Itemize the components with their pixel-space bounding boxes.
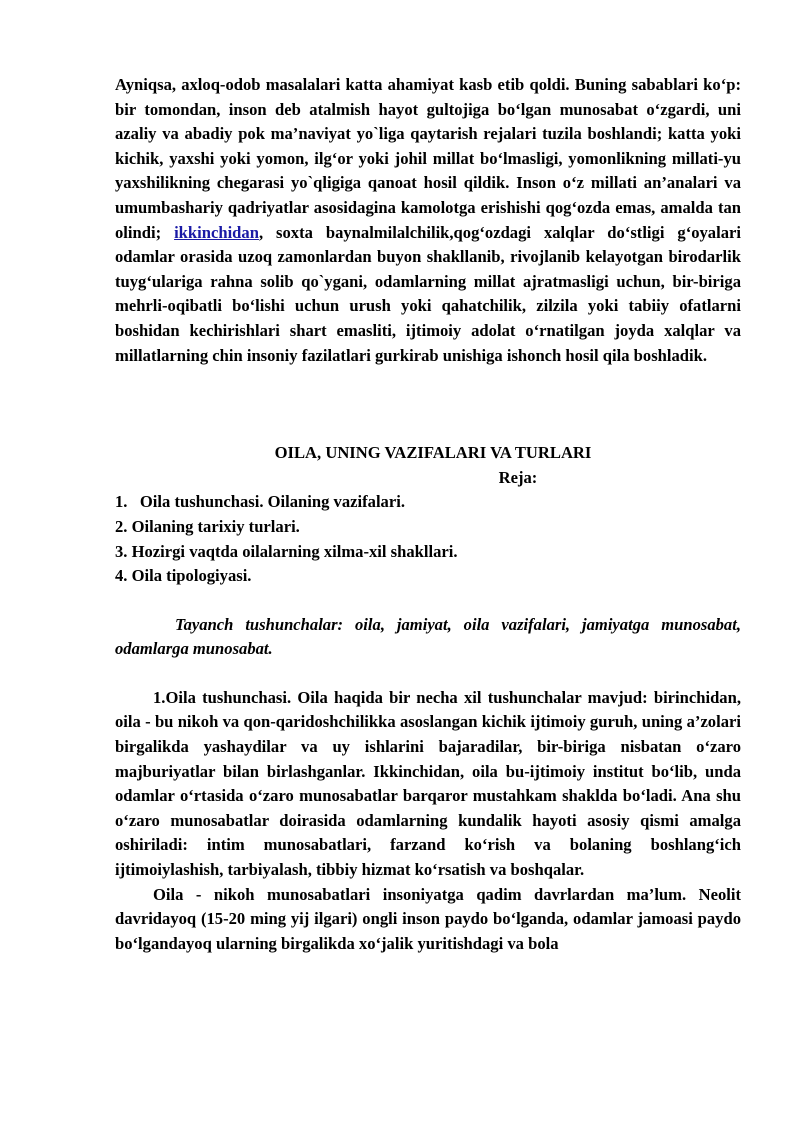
- plan-label: Reja:: [498, 467, 538, 487]
- history-paragraph: Oila - nikoh munosabatlari insoniyatga qadim davrlardan ma’lum. Neolit davridayoq (15-20 ming yij ilgari) ongli inson paydo bo‘lganda, odamlar jamoasi paydo bo‘lgandayoq ularning birgalikda xo‘jalik yuritishdagi va bola: [115, 884, 741, 953]
- ikkinchidan-link[interactable]: ikkinchidan: [174, 222, 259, 242]
- keywords-paragraph: Tayanch tushunchalar: oila, jamiyat, oila vazifalari, jamiyatga munosabat, odamlarga munosabat.: [115, 614, 741, 659]
- plan-item: 2. Oilaning tarixiy turlari.: [115, 516, 300, 536]
- definition-paragraph: 1.Oila tushunchasi. Oila haqida bir necha xil tushunchalar mavjud: birinchidan, oila - bu nikoh va qon-qaridoshchilikka asoslangan kichik ijtimoiy guruh, uning a’zolari birgalikda yashaydilar va uy ishlarini bajaradilar, bir-biriga nisbatan o‘zaro majburiyatlar bilan birlashganlar. Ikkinchidan, oila bu-ijtimoiy institut bo‘lib, unda odamlar o‘rtasida o‘zaro munosabatlar barqaror mustahkam shaklda bo‘ladi. Ana shu o‘zaro munosabatlar doirasida odamlarning kundalik hayoti asosiy qismi amalga oshiriladi: intim munosabatlari, farzand ko‘rish va bolaning boshlang‘ich ijtimoiylashish, tarbiyalash, tibbiy hizmat ko‘rsatish va boshqalar.: [115, 687, 741, 880]
- intro-paragraph: [115, 73, 741, 368]
- plan-item: 1. Oila tushunchasi. Oilaning vazifalari.: [115, 492, 405, 512]
- document-body: [115, 73, 741, 956]
- section-heading: OILA, UNING VAZIFALARI VA TURLARI: [274, 443, 592, 463]
- intro-text-end: , soxta baynalmilalchilik,qog‘ozdagi xalqlar do‘stligi g‘oyalari odamlar orasida uzoq zamonlardan buyon shakllanib, rivojlanib kelayotgan birodarlik tuyg‘ulariga rahna solib qo`ygani, odamlarning millat ajratmasligi uchun, bir-biriga mehrli-oqibatli bo‘lishi uchun urush yoki qahatchilik, zilzila yoki tabiiy ofatlarni boshidan kechirishlari shart emasliti, ijtimoiy adolat o‘rnatilgan joyda xalqlar va millatlarning chin insoniy fazilatlari gurkirab unishiga ishonch hosil qila boshladik.: [115, 222, 741, 365]
- intro-text-start: Ayniqsa, axloq-odob masalalari katta ahamiyat kasb etib qoldi. Buning sabablari ko‘p: bir tomondan, inson deb atalmish hayot gultojiga bo‘lgan munosabat o‘zgardi, uni azaliy va abadiy pok ma’naviyat yo`liga qaytarish rejalari tuzila boshlandi; katta yoki kichik, yaxshi yoki yomon, ilg‘or yoki johil millat bo‘lmasligi, yomonlikning millati-yu yaxshilikning chegarasi yo`qligiga qanoat hosil qildik. Inson o‘z millati an’analari va umumbashariy qadriyatlar asosidagina kamolotga erishishi qog‘ozda emas, amalda tan olindi;: [115, 75, 741, 242]
- plan-item: 4. Oila tipologiyasi.: [115, 566, 252, 586]
- plan-item: 3. Hozirgi vaqtda oilalarning xilma-xil shakllari.: [115, 541, 458, 561]
